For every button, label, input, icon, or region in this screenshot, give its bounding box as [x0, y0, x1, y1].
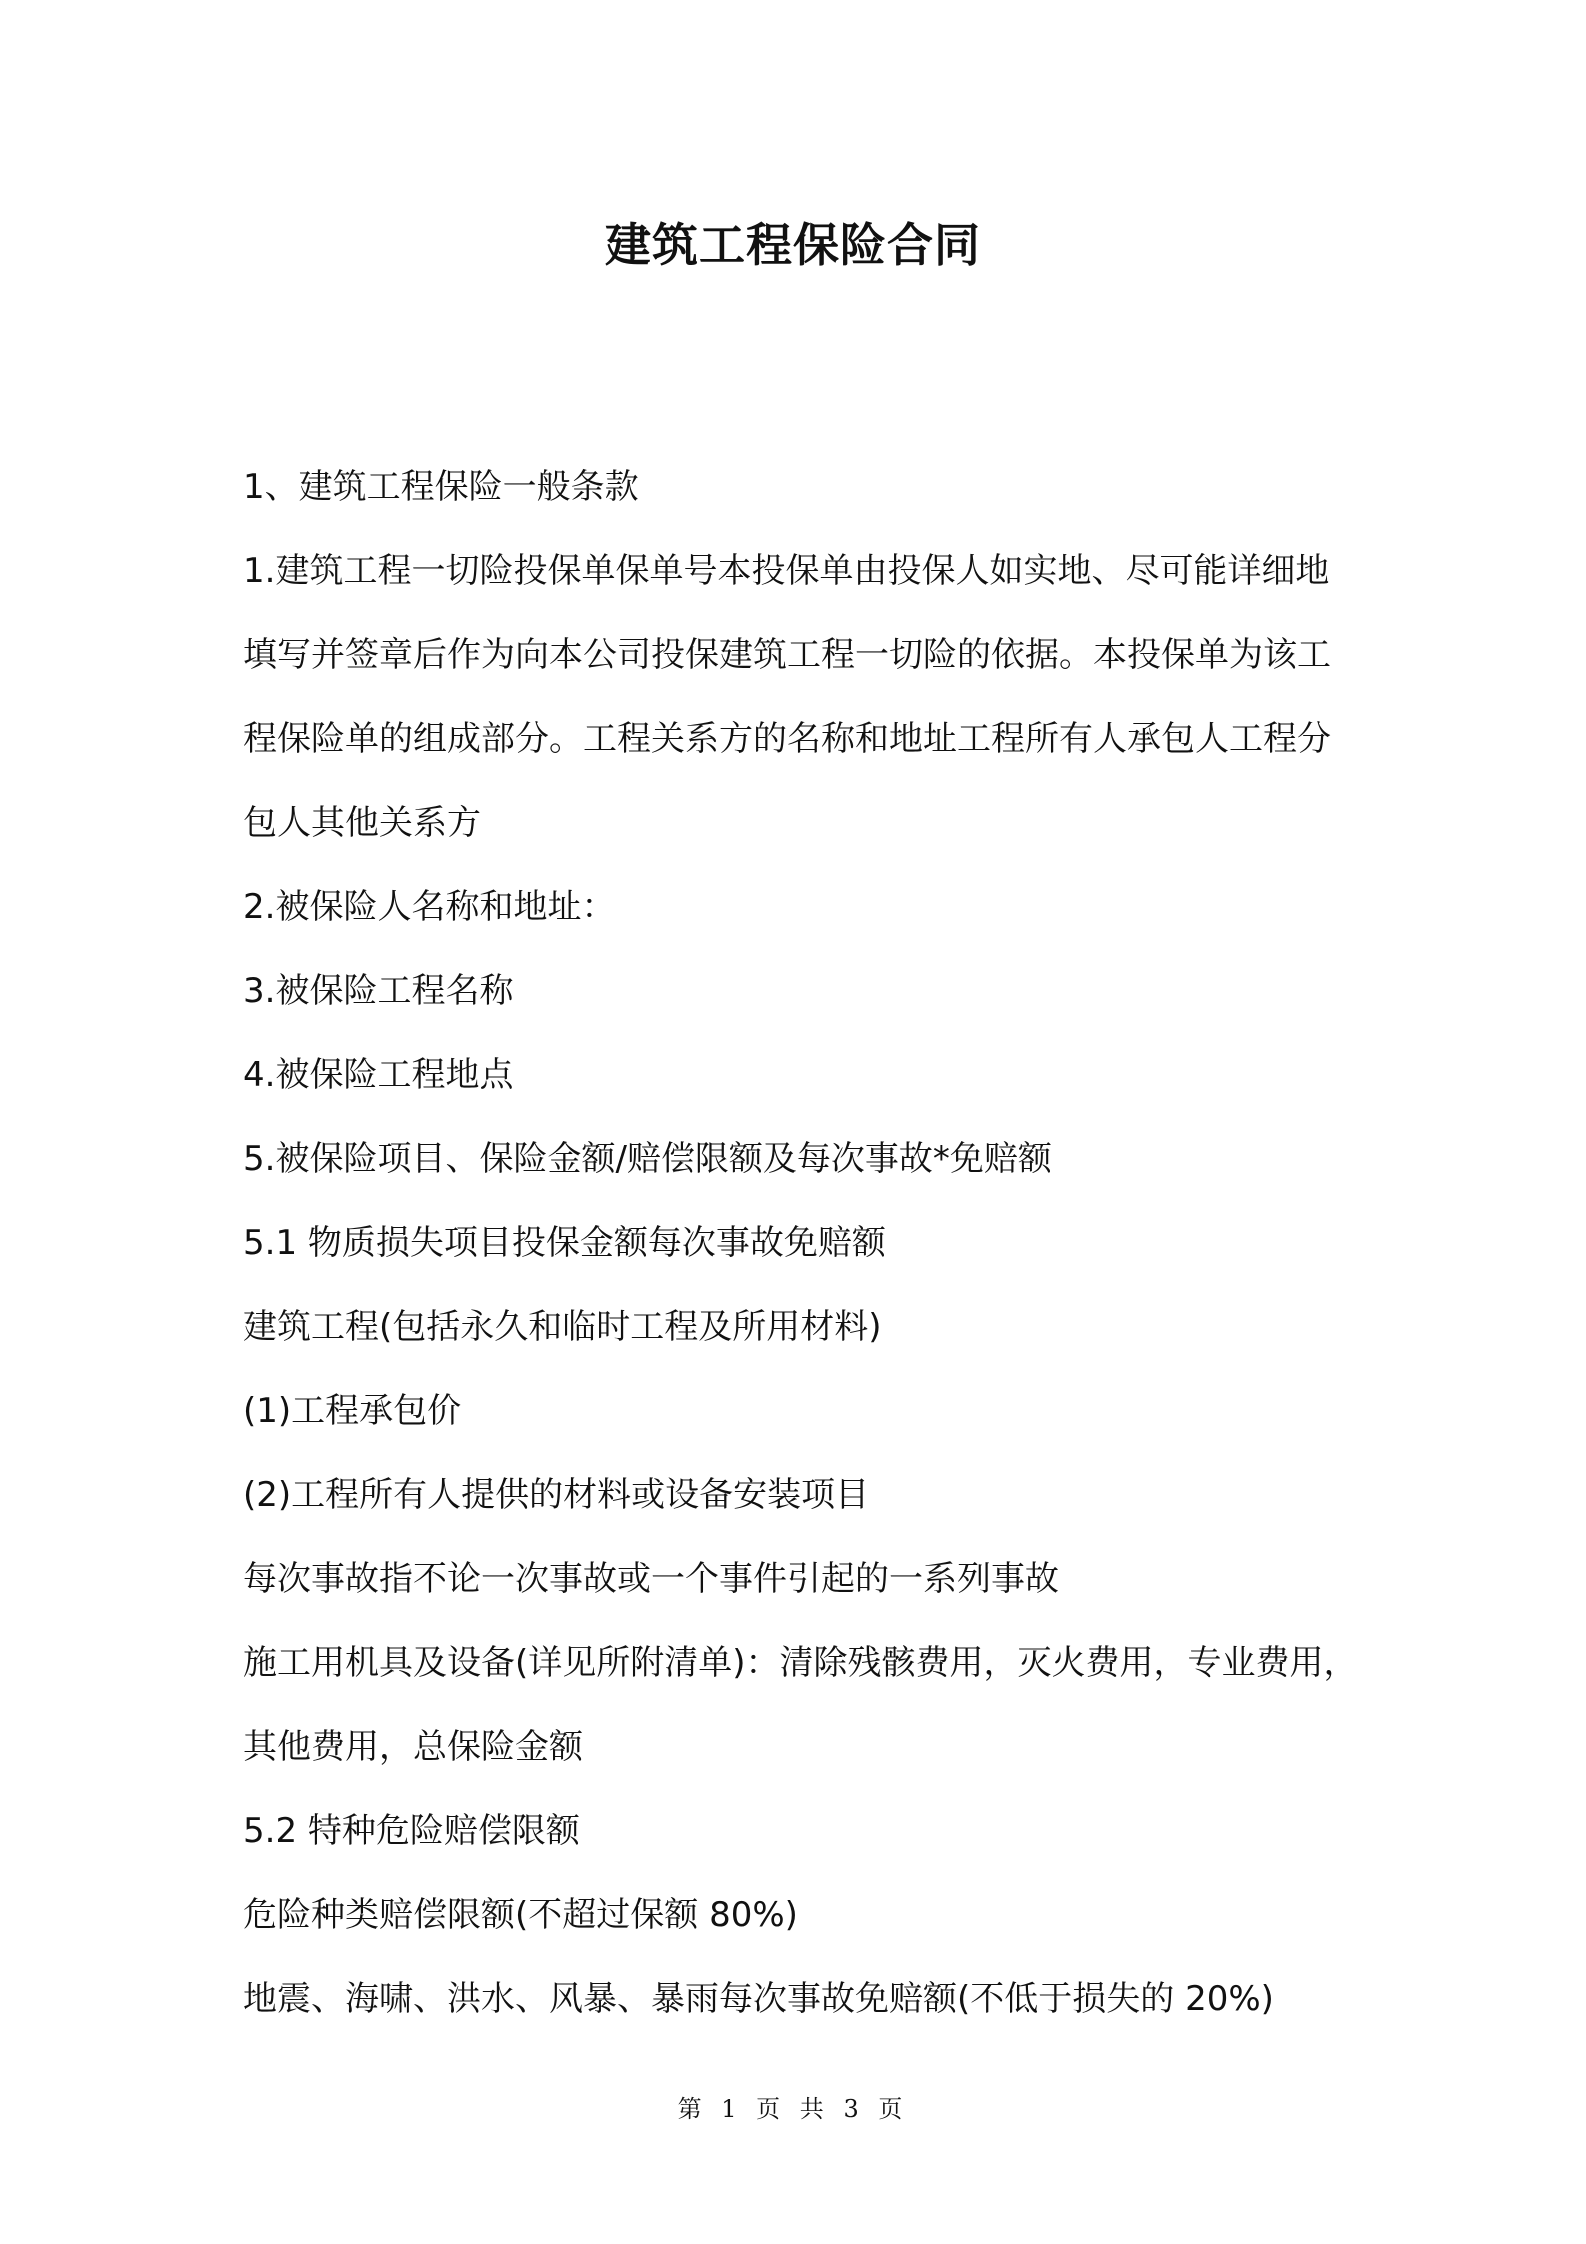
paragraph-item-5-1: 5.1 物质损失项目投保金额每次事故免赔额	[243, 1223, 886, 1263]
paragraph-item-5-2: 5.2 特种危险赔偿限额	[243, 1811, 580, 1851]
paragraph-contract-price: (1)工程承包价	[243, 1391, 462, 1431]
paragraph-construction-works: 建筑工程(包括永久和临时工程及所用材料)	[243, 1307, 882, 1347]
paragraph-item-4: 4.被保险工程地点	[243, 1055, 514, 1095]
page-number-footer: 第 1 页 共 3 页	[677, 2095, 909, 2123]
paragraph-per-accident-definition: 每次事故指不论一次事故或一个事件引起的一系列事故	[243, 1559, 1059, 1599]
paragraph-risk-limit: 危险种类赔偿限额(不超过保额 80%)	[243, 1895, 798, 1935]
paragraph-natural-disasters: 地震、海啸、洪水、风暴、暴雨每次事故免赔额(不低于损失的 20%)	[243, 1979, 1274, 2019]
paragraph-owner-materials: (2)工程所有人提供的材料或设备安装项目	[243, 1475, 870, 1515]
document-body	[243, 445, 1363, 2041]
paragraph-item-1: 1.建筑工程一切险投保单保单号本投保单由投保人如实地、尽可能详细地填写并签章后作为向本公司投保建筑工程一切险的依据。本投保单为该工程保险单的组成部分。工程关系方的名称和地址工程所有人承包人工程分包人其他关系方	[243, 551, 1331, 843]
paragraph-item-3: 3.被保险工程名称	[243, 971, 514, 1011]
document-title: 建筑工程保险合同	[605, 218, 981, 272]
paragraph-item-2: 2.被保险人名称和地址：	[243, 887, 616, 927]
section-heading: 1、建筑工程保险一般条款	[243, 467, 639, 507]
paragraph-equipment-costs: 施工用机具及设备(详见所附清单)：清除残骸费用，灭火费用，专业费用，其他费用，总保险金额	[243, 1643, 1358, 1767]
paragraph-item-5: 5.被保险项目、保险金额/赔偿限额及每次事故*免赔额	[243, 1139, 1052, 1179]
